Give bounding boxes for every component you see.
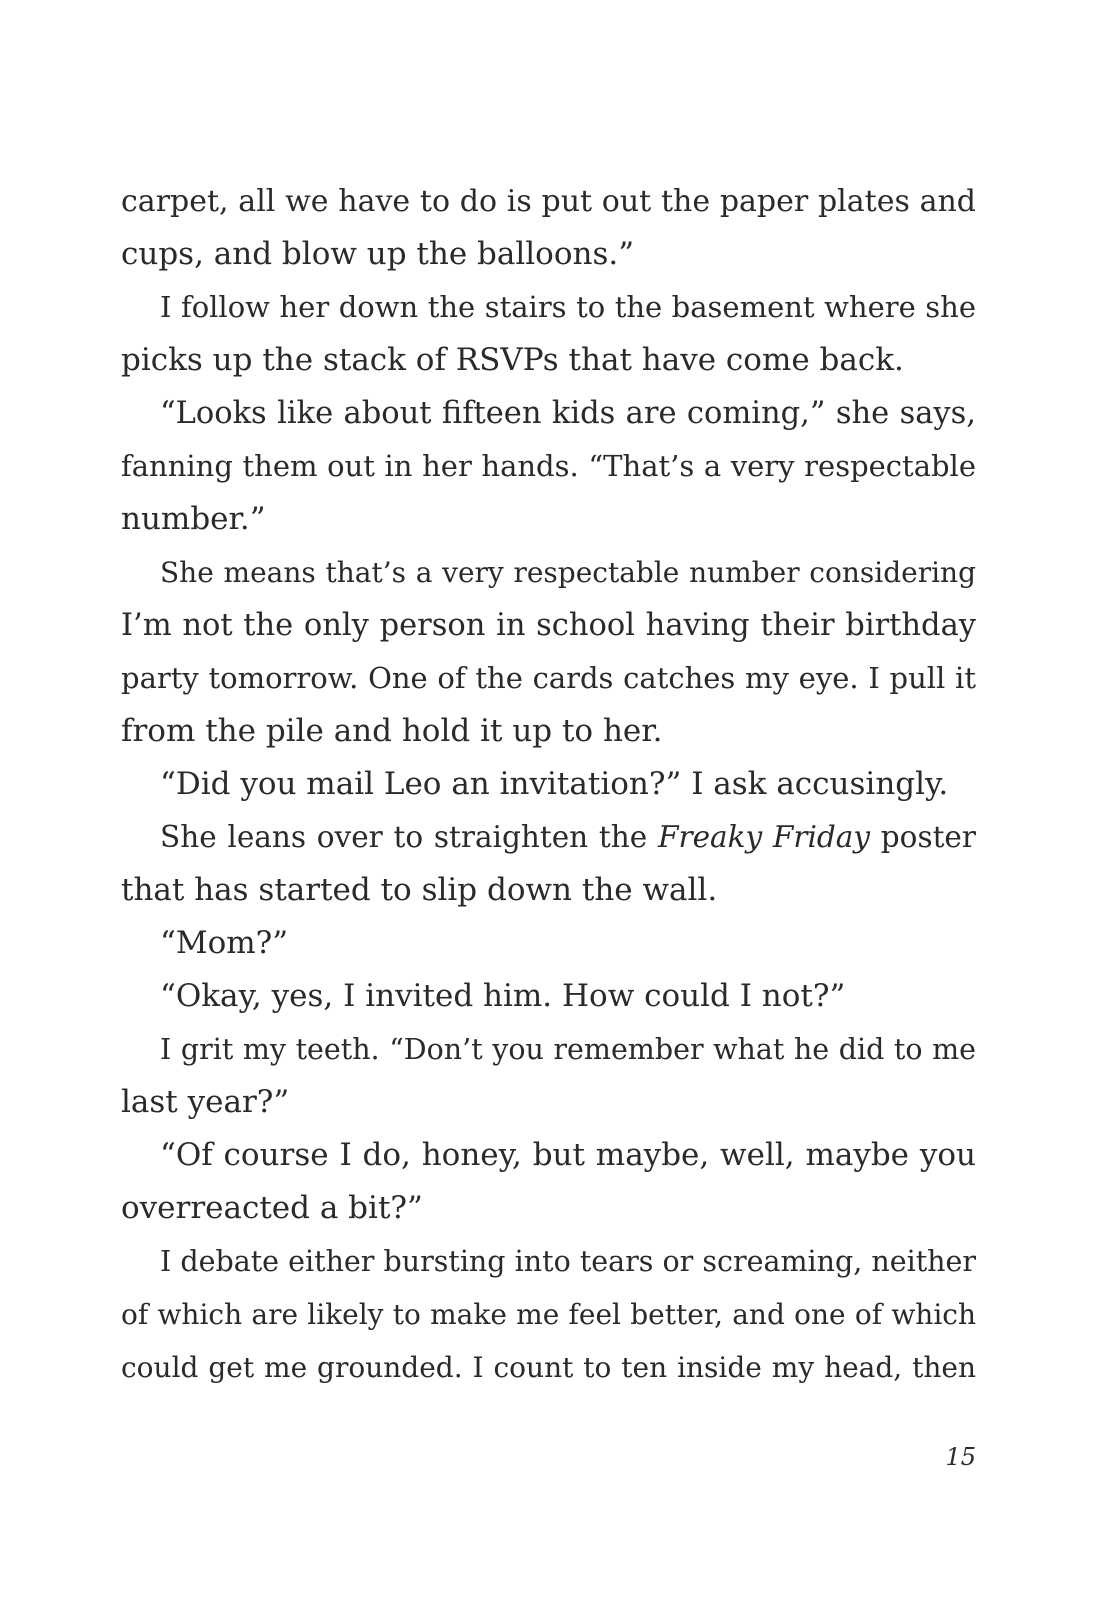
text-line: “Okay, yes, I invited him. How could I not?” bbox=[160, 978, 846, 1014]
text-line: She means that’s a very respectable number considering bbox=[160, 556, 976, 589]
text-line: I grit my teeth. “Don’t you remember what he did to me bbox=[160, 1033, 976, 1066]
text-line: from the pile and hold it up to her. bbox=[121, 713, 663, 749]
text-line: “Mom?” bbox=[160, 925, 289, 961]
text-line: could get me grounded. I count to ten inside my head, then bbox=[121, 1351, 976, 1384]
text-line: last year?” bbox=[121, 1084, 290, 1120]
text-line: party tomorrow. One of the cards catches my eye. I pull it bbox=[121, 661, 976, 695]
text-line: picks up the stack of RSVPs that have come back. bbox=[121, 342, 904, 378]
page-number: 15 bbox=[945, 1443, 976, 1471]
text-segment: poster bbox=[870, 820, 976, 854]
text-line: cups, and blow up the balloons.” bbox=[121, 236, 635, 272]
text-line: overreacted a bit?” bbox=[121, 1190, 423, 1226]
text-line: of which are likely to make me feel better, and one of which bbox=[121, 1298, 976, 1331]
text-line: that has started to slip down the wall. bbox=[121, 872, 718, 908]
text-line: I debate either bursting into tears or screaming, neither bbox=[160, 1245, 976, 1278]
text-line bbox=[121, 811, 976, 864]
book-title-italic: Freaky Friday bbox=[658, 820, 871, 854]
body-text bbox=[121, 175, 976, 1394]
text-line: fanning them out in her hands. “That’s a very respectable bbox=[121, 449, 976, 483]
text-line: “Did you mail Leo an invitation?” I ask accusingly. bbox=[160, 766, 949, 802]
text-line: number.” bbox=[121, 501, 266, 537]
text-line: I follow her down the stairs to the basement where she bbox=[160, 290, 976, 324]
text-line: “Looks like about fifteen kids are coming,” she says, bbox=[160, 396, 976, 431]
text-line: I’m not the only person in school having their birthday bbox=[121, 608, 976, 643]
text-line: “Of course I do, honey, but maybe, well, maybe you bbox=[160, 1137, 976, 1173]
text-line: carpet, all we have to do is put out the paper plates and bbox=[121, 184, 976, 219]
text-segment: She leans over to straighten the bbox=[160, 820, 658, 854]
